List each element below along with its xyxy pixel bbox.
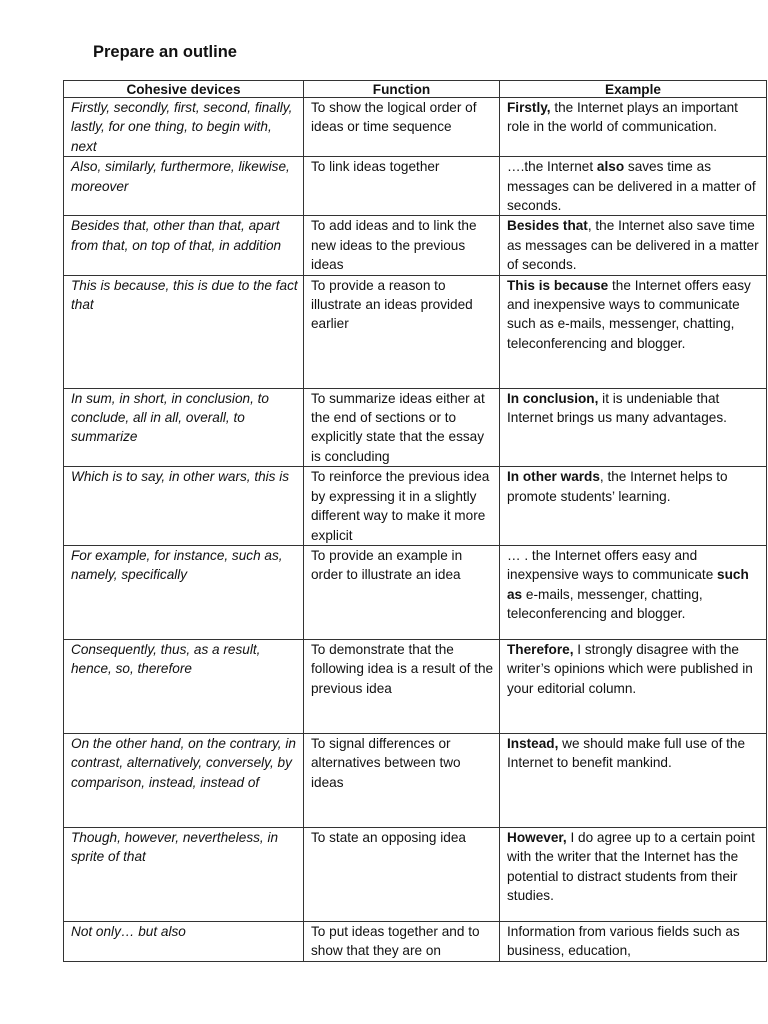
example-pre: … . the Internet offers easy and inexpensive ways to communicate	[507, 547, 718, 583]
function-cell: To put ideas together and to show that they are on	[304, 921, 500, 961]
example-keyword: In conclusion,	[507, 390, 599, 406]
header-function: Function	[304, 81, 500, 98]
example-pre: Information from various fields such as business, education,	[507, 923, 740, 959]
cohesive-devices-table	[63, 80, 767, 962]
example-keyword: such as	[507, 567, 749, 602]
example-cell	[500, 921, 767, 961]
example-keyword: also	[596, 159, 625, 175]
example-keyword: In other wards	[507, 469, 600, 485]
example-keyword: Firstly,	[507, 100, 551, 115]
example-post: it is undeniable that Internet brings us many advantages.	[507, 390, 727, 426]
devices-cell: Firstly, secondly, first, second, finally, lastly, for one thing, to begin with, next	[64, 98, 304, 157]
devices-cell: This is because, this is due to the fact that	[64, 275, 304, 388]
devices-cell: In sum, in short, in conclusion, to conclude, all in all, overall, to summarize	[64, 388, 304, 467]
example-cell	[500, 157, 767, 216]
devices-cell: Consequently, thus, as a result, hence, so, therefore	[64, 639, 304, 733]
devices-cell: Which is to say, in other wars, this is	[64, 467, 304, 546]
function-cell: To show the logical order of ideas or time sequence	[304, 98, 500, 157]
table-row	[64, 275, 767, 388]
example-keyword: This is because	[507, 277, 609, 293]
example-post: the Internet plays an important role in the world of communication.	[507, 100, 738, 135]
example-cell	[500, 98, 767, 157]
page-title: Prepare an outline	[93, 43, 237, 61]
example-post: I do agree up to a certain point with the writer that the Internet has the potential to distract students from their studies.	[507, 829, 755, 904]
example-cell	[500, 388, 767, 467]
function-cell: To demonstrate that the following idea is a result of the previous idea	[304, 639, 500, 733]
function-cell: To reinforce the previous idea by expressing it in a slightly different way to make it more explicit	[304, 467, 500, 546]
example-cell	[500, 545, 767, 639]
example-keyword: However,	[507, 829, 567, 845]
example-keyword: Besides that	[507, 218, 588, 234]
table-row	[64, 467, 767, 546]
devices-cell: Though, however, nevertheless, in sprite of that	[64, 827, 304, 921]
devices-cell: Also, similarly, furthermore, likewise, moreover	[64, 157, 304, 216]
function-cell: To provide an example in order to illustrate an idea	[304, 545, 500, 639]
header-cohesive-devices: Cohesive devices	[64, 81, 304, 98]
table-row	[64, 388, 767, 467]
table-row	[64, 733, 767, 827]
header-example: Example	[500, 81, 767, 98]
table-row	[64, 157, 767, 216]
table-row	[64, 98, 767, 157]
table-row	[64, 921, 767, 961]
function-cell: To provide a reason to illustrate an ideas provided earlier	[304, 275, 500, 388]
example-post: , the Internet helps to promote students’ learning.	[507, 469, 728, 504]
function-cell: To signal differences or alternatives between two ideas	[304, 733, 500, 827]
example-keyword: Instead,	[507, 735, 559, 751]
table-row	[64, 216, 767, 275]
devices-cell: On the other hand, on the contrary, in contrast, alternatively, conversely, by comparison, instead, instead of	[64, 733, 304, 827]
example-post: saves time as messages can be delivered in a matter of seconds.	[507, 159, 756, 214]
example-post: I strongly disagree with the writer’s opinions which were published in your editorial column.	[507, 641, 753, 696]
example-post: , the Internet also save time as messages can be delivered in a matter of seconds.	[507, 218, 759, 273]
example-cell	[500, 216, 767, 275]
example-post: we should make full use of the Internet to benefit mankind.	[507, 735, 746, 771]
table-header-row	[64, 81, 767, 98]
example-keyword: Therefore,	[507, 641, 574, 657]
example-cell	[500, 639, 767, 733]
example-post: the Internet offers easy and inexpensive ways to communicate such as e-mails, messenger, chatting, teleconferencing and blogger.	[507, 277, 751, 351]
function-cell: To add ideas and to link the new ideas to the previous ideas	[304, 216, 500, 275]
example-pre: ….the Internet	[507, 159, 597, 175]
devices-cell: For example, for instance, such as, namely, specifically	[64, 545, 304, 639]
example-cell	[500, 275, 767, 388]
table-row	[64, 827, 767, 921]
devices-cell: Not only… but also	[64, 921, 304, 961]
example-cell	[500, 827, 767, 921]
example-cell	[500, 467, 767, 546]
function-cell: To state an opposing idea	[304, 827, 500, 921]
table-row	[64, 545, 767, 639]
devices-cell: Besides that, other than that, apart from that, on top of that, in addition	[64, 216, 304, 275]
example-cell	[500, 733, 767, 827]
example-post: e-mails, messenger, chatting, teleconferencing and blogger.	[507, 586, 703, 622]
table-row	[64, 639, 767, 733]
function-cell: To summarize ideas either at the end of sections or to explicitly state that the essay is concluding	[304, 388, 500, 467]
function-cell: To link ideas together	[304, 157, 500, 216]
